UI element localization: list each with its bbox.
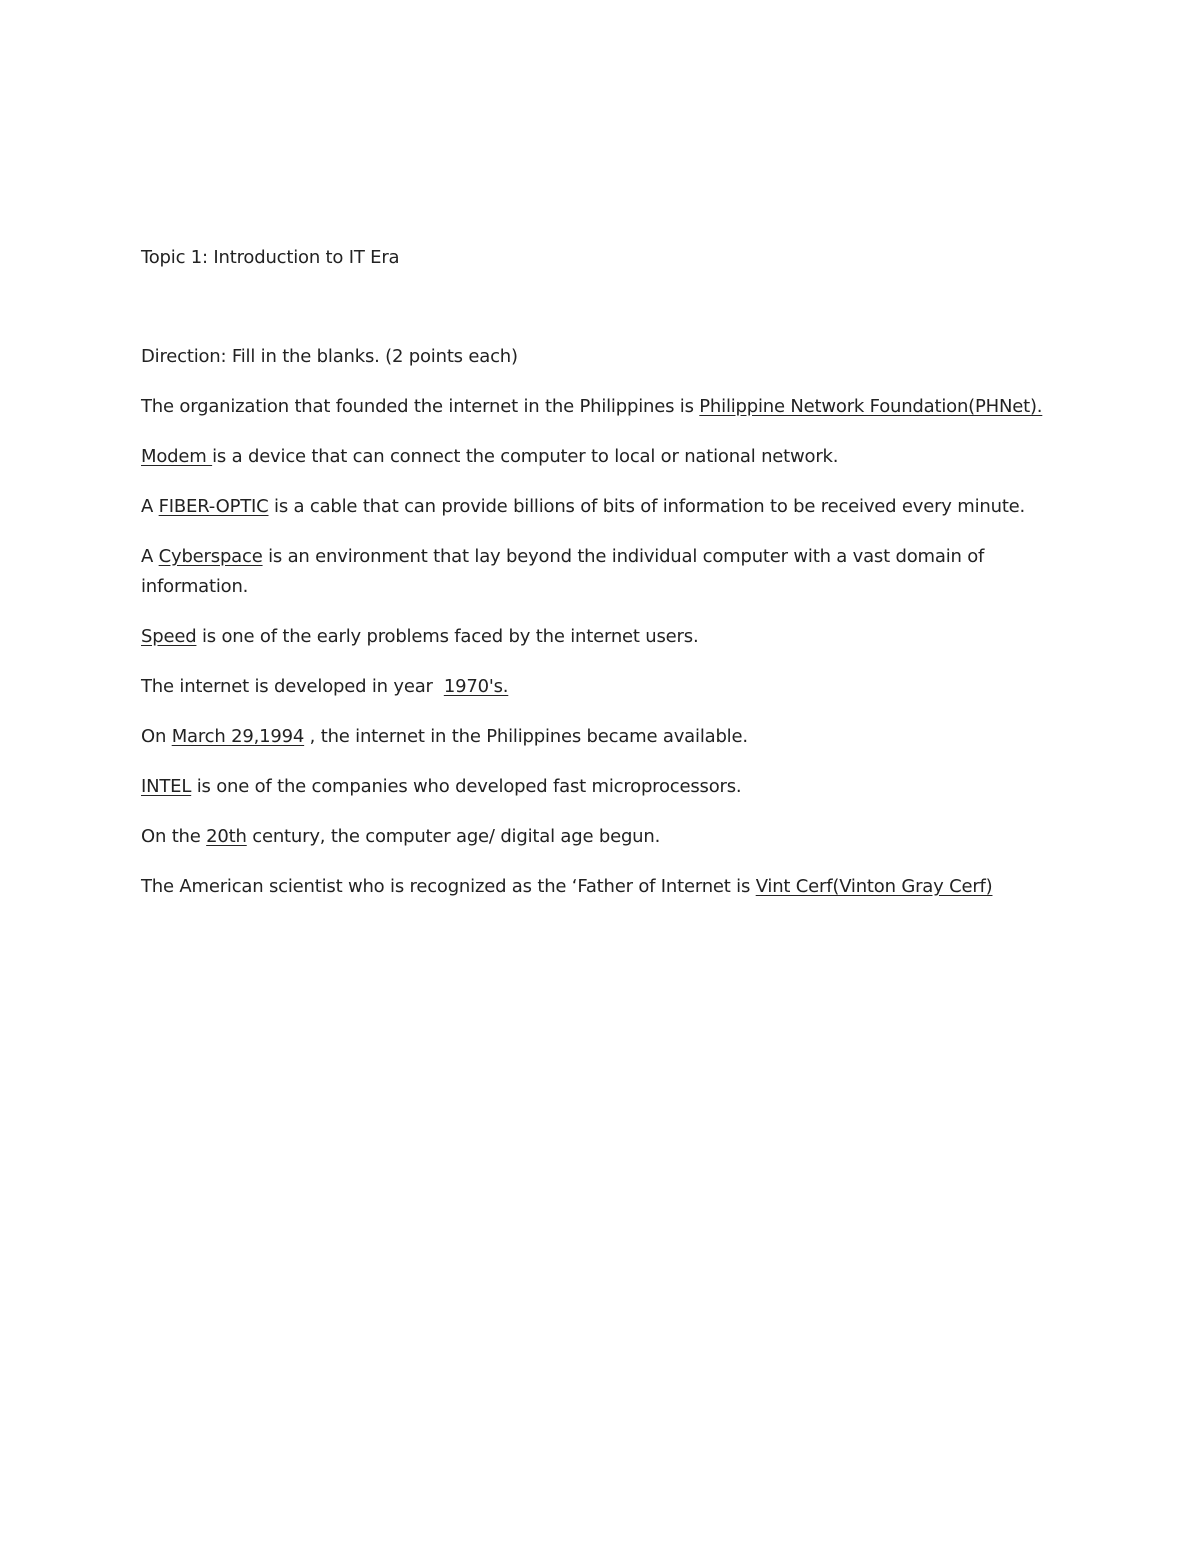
question-text: is an environment that lay beyond the individual computer with a vast domain of information. xyxy=(141,546,985,597)
answer-text: 1970's. xyxy=(443,676,509,697)
answer-text: 20th xyxy=(206,826,247,847)
question-text: , the internet in the Philippines became available. xyxy=(304,726,748,747)
question-text: A xyxy=(141,546,159,567)
question-text: The American scientist who is recognized as the ‘Father of Internet is xyxy=(141,876,756,897)
answer-text: FIBER-OPTIC xyxy=(158,496,269,517)
document-title: Topic 1: Introduction to IT Era xyxy=(141,247,400,268)
question-text: century, the computer age/ digital age begun. xyxy=(246,826,661,847)
question-5 xyxy=(141,622,1061,652)
question-text: is one of the companies who developed fast microprocessors. xyxy=(191,776,742,797)
question-text: The internet is developed in year xyxy=(141,676,444,697)
question-9 xyxy=(141,822,1061,852)
question-text: On xyxy=(141,726,172,747)
answer-text: Modem xyxy=(141,446,213,467)
question-1 xyxy=(141,392,1061,422)
answer-text: March 29,1994 xyxy=(171,726,305,747)
question-4 xyxy=(141,542,1061,602)
question-7 xyxy=(141,722,1061,752)
question-2 xyxy=(141,442,1061,472)
answer-text: Speed xyxy=(141,626,197,647)
question-text: is one of the early problems faced by the internet users. xyxy=(196,626,699,647)
question-3 xyxy=(141,492,1061,522)
question-6 xyxy=(141,672,1061,702)
answer-text: Cyberspace xyxy=(158,546,263,567)
question-text: On the xyxy=(141,826,207,847)
question-text: The organization that founded the internet in the Philippines is xyxy=(141,396,700,417)
question-10 xyxy=(141,872,1061,902)
question-text: is a device that can connect the computer to local or national network. xyxy=(212,446,839,467)
question-text: is a cable that can provide billions of bits of information to be received every minute. xyxy=(268,496,1026,517)
document-body xyxy=(141,243,1061,922)
direction-text: Direction: Fill in the blanks. (2 points each) xyxy=(141,346,518,367)
question-8 xyxy=(141,772,1061,802)
answer-text: INTEL xyxy=(141,776,192,797)
question-text: A xyxy=(141,496,159,517)
answer-text: Philippine Network Foundation(PHNet). xyxy=(699,396,1043,417)
answer-text: Vint Cerf(Vinton Gray Cerf) xyxy=(755,876,993,897)
